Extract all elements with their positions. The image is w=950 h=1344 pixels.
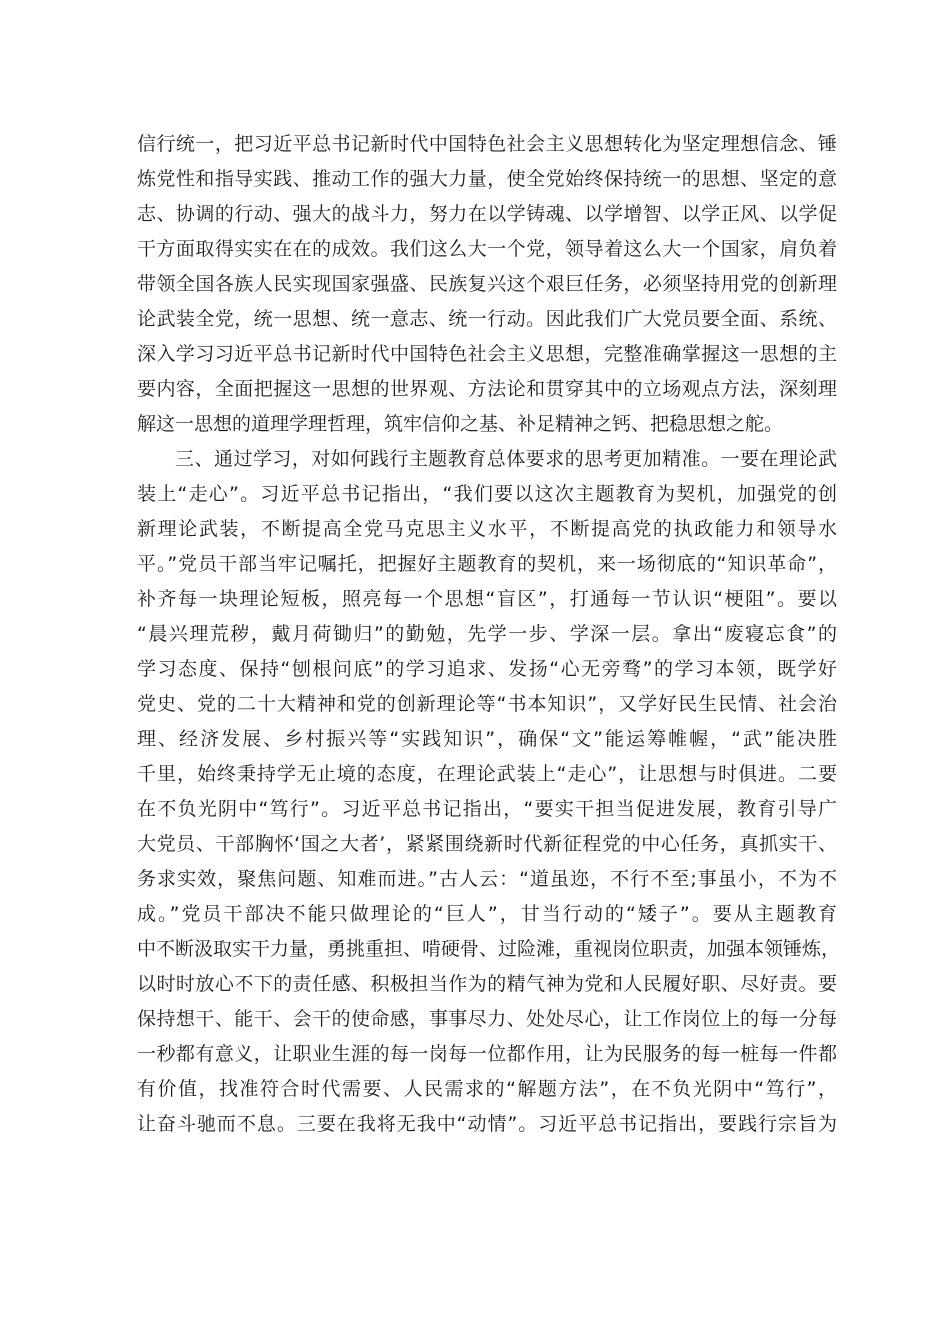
paragraph-1 [137,127,837,442]
text-line: 以时时放心不下的责任感、积极担当作为的精气神为党和人民履好职、尽好责。要 [137,973,837,995]
text-line: 要内容，全面把握这一思想的世界观、方法论和贯穿其中的立场观点方法，深刻理 [137,378,837,400]
text-line: 干方面取得实实在在的成效。我们这么大一个党，领导着这么大一个国家，肩负着 [137,238,837,260]
text-line: 三、通过学习，对如何践行主题教育总体要求的思考更加精准。一要在理论武 [175,448,837,470]
text-line: 千里，始终秉持学无止境的态度，在理论武装上“走心”，让思想与时俱进。二要 [137,763,837,785]
text-line: 解这一思想的道理学理哲理，筑牢信仰之基、补足精神之钙、把稳思想之舵。 [137,413,784,435]
text-line: 炼党性和指导实践、推动工作的强大力量，使全党始终保持统一的思想、坚定的意 [137,168,837,190]
text-line: 有价值，找准符合时代需要、人民需求的“解题方法”，在不负光阴中“笃行”， [137,1078,837,1100]
text-line: 大党员、干部胸怀‘国之大者’，紧紧围绕新时代新征程党的中心任务，真抓实干、 [137,833,837,855]
text-line: 成。”党员干部决不能只做理论的“巨人”，甘当行动的“矮子”。要从主题教育 [137,903,837,925]
text-line: 务求实效，聚焦问题、知难而进。”古人云：“道虽迩，不行不至;事虽小，不为不 [137,868,837,890]
text-line: 学习态度、保持“刨根问底”的学习追求、发扬“心无旁骛”的学习本领，既学好 [137,658,837,680]
text-line: 党史、党的二十大精神和党的创新理论等“书本知识”，又学好民生民情、社会治 [137,693,837,715]
text-line: 新理论武装，不断提高全党马克思主义水平，不断提高党的执政能力和领导水 [137,518,837,540]
text-line: 深入学习习近平总书记新时代中国特色社会主义思想，完整准确掌握这一思想的主 [137,343,837,365]
text-line: 信行统一，把习近平总书记新时代中国特色社会主义思想转化为坚定理想信念、锤 [137,133,837,155]
text-line: 志、协调的行动、强大的战斗力，努力在以学铸魂、以学增智、以学正风、以学促 [137,203,837,225]
text-line: 中不断汲取实干力量，勇挑重担、啃硬骨、过险滩，重视岗位职责，加强本领锤炼， [137,938,841,960]
text-line: 理、经济发展、乡村振兴等“实践知识”，确保“文”能运筹帷幄，“武”能决胜 [137,728,837,750]
text-line: “晨兴理荒秽，戴月荷锄归”的勤勉，先学一步、学深一层。拿出“废寝忘食”的 [137,623,837,645]
text-line: 平。”党员干部当牢记嘱托，把握好主题教育的契机，来一场彻底的“知识革命”， [137,553,837,575]
body-text [137,127,841,1142]
text-line: 在不负光阴中“笃行”。习近平总书记指出，“要实干担当促进发展，教育引导广 [137,798,837,820]
text-line: 补齐每一块理论短板，照亮每一个思想“盲区”，打通每一节认识“梗阻”。要以 [137,588,838,610]
paragraph-2 [137,442,841,1142]
text-line: 让奋斗驰而不息。三要在我将无我中“动情”。习近平总书记指出，要践行宗旨为 [137,1113,837,1135]
text-line: 保持想干、能干、会干的使命感，事事尽力、处处尽心，让工作岗位上的每一分每 [137,1008,837,1030]
text-line: 装上“走心”。习近平总书记指出，“我们要以这次主题教育为契机，加强党的创 [137,483,837,505]
text-line: 带领全国各族人民实现国家强盛、民族复兴这个艰巨任务，必须坚持用党的创新理 [137,273,837,295]
text-line: 一秒都有意义，让职业生涯的每一岗每一位都作用，让为民服务的每一桩每一件都 [137,1043,837,1065]
text-line: 论武装全党，统一思想、统一意志、统一行动。因此我们广大党员要全面、系统、 [137,308,837,330]
